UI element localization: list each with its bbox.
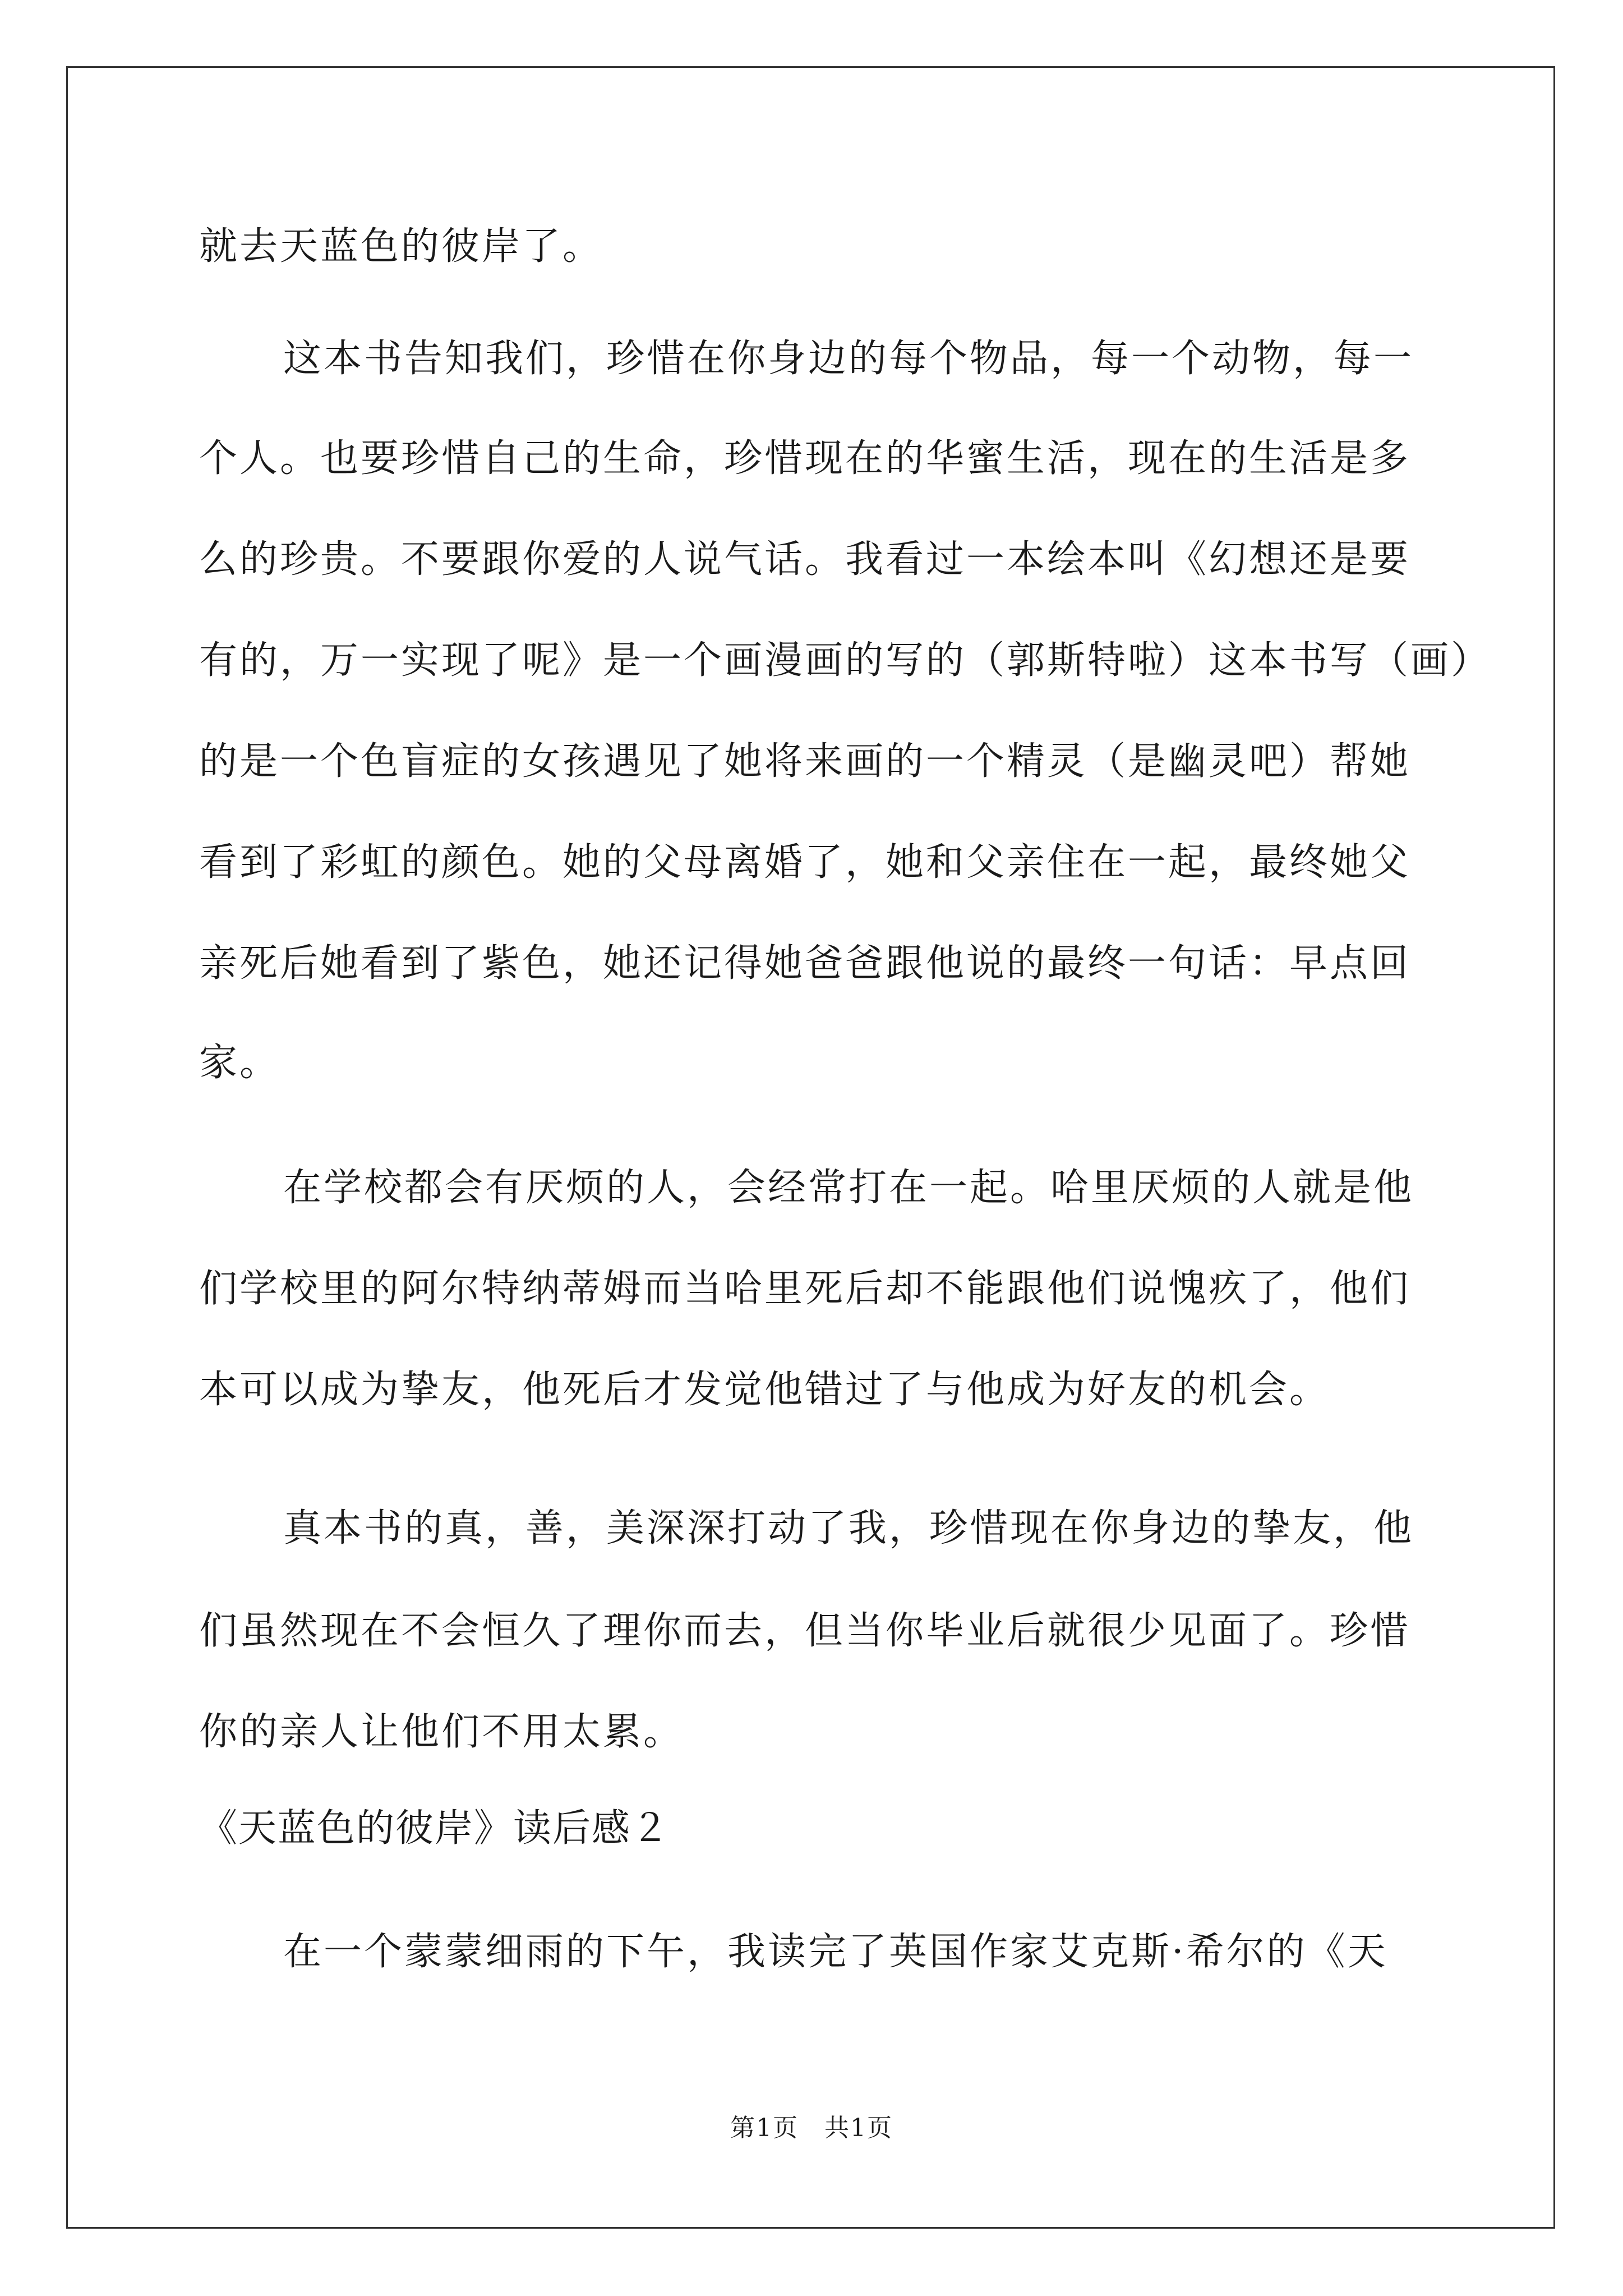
text-line-12: 本可以成为挚友，他死后才发觉他错过了与他成为好友的机会。 [199, 1368, 1330, 1412]
text-line-15: 你的亲人让他们不用太累。 [199, 1710, 684, 1754]
text-line-5: 有的，万一实现了呢》是一个画漫画的写的（郭斯特啦）这本书写（画） [199, 638, 1492, 683]
text-line-4: 么的珍贵。不要跟你爱的人说气话。我看过一本绘本叫《幻想还是要 [199, 537, 1411, 582]
text-line-11: 们学校里的阿尔特纳蒂姆而当哈里死后却不能跟他们说愧疚了，他们 [199, 1267, 1411, 1311]
text-line-3: 个人。也要珍惜自己的生命，珍惜现在的华蜜生活，现在的生活是多 [199, 436, 1411, 481]
text-line-8: 亲死后她看到了紫色，她还记得她爸爸跟他说的最终一句话：早点回 [199, 941, 1411, 986]
text-line-17: 在一个蒙蒙细雨的下午，我读完了英国作家艾克斯·希尔的《天 [283, 1930, 1388, 1974]
text-line-7: 看到了彩虹的颜色。她的父母离婚了，她和父亲住在一起，最终她父 [199, 840, 1411, 885]
text-line-2: 这本书告知我们，珍惜在你身边的每个物品，每一个动物，每一 [283, 337, 1414, 381]
text-line-13: 真本书的真，善，美深深打动了我，珍惜现在你身边的挚友，他 [283, 1506, 1414, 1550]
text-line-9: 家。 [199, 1041, 280, 1085]
text-line-10: 在学校都会有厌烦的人，会经常打在一起。哈里厌烦的人就是他 [283, 1166, 1414, 1210]
section-heading: 《天蓝色的彼岸》读后感２ [199, 1806, 671, 1851]
page-footer: 第1页 共1页 [730, 2114, 893, 2142]
text-line-14: 们虽然现在不会恒久了理你而去，但当你毕业后就很少见面了。珍惜 [199, 1609, 1411, 1653]
text-line-1: 就去天蓝色的彼岸了。 [199, 224, 603, 269]
page-border [66, 66, 1555, 2229]
text-line-6: 的是一个色盲症的女孩遇见了她将来画的一个精灵（是幽灵吧）帮她 [199, 739, 1411, 784]
